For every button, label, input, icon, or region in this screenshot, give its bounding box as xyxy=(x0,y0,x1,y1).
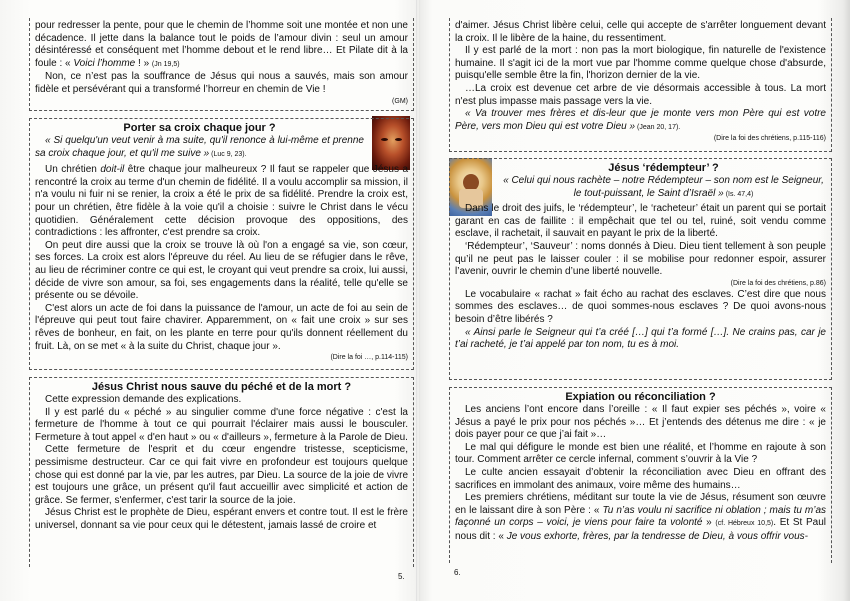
section-title: Jésus ‘rédempteur’ ? xyxy=(608,162,719,174)
right-box-continuation xyxy=(449,18,832,152)
page-number: 6. xyxy=(454,568,461,577)
paragraph: Le culte ancien essayait d’obtenir la réconciliation avec Dieu en offrant des sacrifices en immolant des animaux, voire même des humains… xyxy=(455,466,826,491)
section-title: Jésus Christ nous sauve du péché et de la mort ? xyxy=(91,381,352,393)
reference: (Jn 19,5) xyxy=(151,60,180,68)
paragraph: Il y est parlé du « péché » au singulier comme d'une force négative : c'est la fermeture de l'homme à tout ce qui pourrait l'éclairer mais aussi le bousculer. Fermeture à tout appel « d'en haut » ou « d'ailleurs », fermeture à la Parole de Dieu. xyxy=(35,406,408,443)
reference: (Luc 9, 23). xyxy=(209,150,247,158)
paragraph: …La croix est devenue cet arbre de vie désormais accessible à tous. La mort n'est plus impasse mais passage vers la vie. xyxy=(455,82,826,107)
scripture-quote: « Ainsi parle le Seigneur qui t’a créé […] qui t’a formé […]. Ne crains pas, car je t’ai racheté, je t’ai appelé par ton nom, tu es à moi. xyxy=(455,326,826,351)
source-citation: (Dire la foi …, p.114-115) xyxy=(330,354,408,362)
paragraph: Jésus Christ est le prophète de Dieu, espérant envers et contre tout. Il est le frère universel, donnant sa vie pour ceux qui le détestent, jamais lassé de croire et xyxy=(35,507,408,531)
left-box-porter-sa-croix-frame xyxy=(29,118,414,370)
paragraph: Cette fermeture de l'esprit et du cœur engendre tristesse, scepticisme, pessimisme destructeur. Car ce qui fait vivre en profondeur est toujours quelque chose qui est donné par la vie, par les autres, par Dieu. La source de la joie de vivre est toujours une grâce, un présent qu'il faut accueillir avec simplicité et action de grâce. Se fermer, s'enfermer, c'est tarir la source de la joie. xyxy=(35,444,408,506)
scripture-quote: « Va trouver mes frères et dis-leur que je monte vers mon Père qui est votre Père, vers mon Dieu qui est votre Dieu » xyxy=(455,108,826,132)
paragraph: d'aimer. Jésus Christ libère celui, celle qui accepte de s'arrêter longuement devant la croix. Il le libère de la haine, du ressentiment. xyxy=(455,20,826,44)
paragraph: Il y est parlé de la mort : non pas la mort biologique, fin naturelle de l'existence humaine. Il s'agit ici de la mort vue par l'homme comme quelque chose d'absurde, puisqu'elle semble être la fin, l'horizon dernier de la vie. xyxy=(455,45,826,82)
paragraph: Non, ce n’est pas la souffrance de Jésus qui nous a sauvés, mais son amour fidèle et persévérant qui a transformé l’horreur en chemin de Vie ! xyxy=(35,71,408,95)
source-citation: (Dire la foi des chrétiens, p.115-116) xyxy=(713,135,826,143)
paragraph: C'est alors un acte de foi dans la puissance de l'amour, un acte de foi au sein de l'épreuve qui peut tout faire chavirer. Apparemment, on « fait une croix » sur ses rêves de bonheur, en fait, on les plante en terre pour qu'ils donnent réellement du fruit. Là, on se met « à la suite du Christ, chaque jour ». xyxy=(35,302,408,352)
paragraph: Dans le droit des juifs, le ‘rédempteur’, le ‘racheteur’ était un parent qui se portait garant en cas de faillite : il empêchait que tel ou tel, ruiné, soit vendu comme esclave, il rachetait, il sauvait en payant le prix de la liberté. xyxy=(455,203,826,240)
paragraph: Le mal qui défigure le monde est bien une réalité, et l’homme en rajoute à son tour. Comment arrêter ce cercle infernal, comment s’ouvrir à la Vie ? xyxy=(455,441,826,466)
text: Un chrétien xyxy=(45,164,101,176)
quote: Tu n’as voulu ni sacrifice ni oblation ; mais tu m’as façonné un corps – voici, je viens pour faire ta volonté xyxy=(455,504,827,529)
reference: (cf. Hébreux 10,5) xyxy=(715,520,774,528)
signature: (GM) xyxy=(392,97,408,105)
text: » xyxy=(702,517,716,529)
quote: Je vous exhorte, frères, par la tendresse de Dieu, à vous offrir vous- xyxy=(506,530,808,542)
paragraph: Cette expression demande des explications. xyxy=(45,394,242,405)
left-box-peche-et-mort xyxy=(29,377,414,567)
text: ! » xyxy=(135,57,152,69)
reference: (Is. 47,4) xyxy=(723,190,754,198)
section-title: Expiation ou réconciliation ? xyxy=(565,391,716,403)
text: être chaque jour malheureux ? Il faut se rappeler que Jésus a rencontré la croix au terme d'un chemin de fidélité. Il a voulu accomplir sa mission, il n'a voulu ni fuir ni se renier, la croix a été le prix de sa fidélité. Prendre la croix est, pour un chrétien, être fidèle à la voie qu'il a choisie : suivre le Christ dans le vécu quotidien. Généralement cette décision provoque des oppositions, des contradictions : les affronter, c'est prendre sa croix. xyxy=(35,164,409,239)
scripture-quote: « Si quelqu'un veut venir à ma suite, qu'il renonce à lui-même et prenne sa croix chaque jour, et qu'il me suive » xyxy=(35,135,364,159)
section-title: Porter sa croix chaque jour ? xyxy=(123,122,276,134)
text: Les premiers chrétiens, méditant sur toute la vie de Jésus, résument son œuvre en le laissant dire à son Père : « xyxy=(455,492,826,516)
text: pour redresser la pente, pour que le chemin de l’homme soit une montée et non une décadence. Il jette dans la balance tout le poids de l’amour divin : seul un amour désintéressé et conséquent met l’homme debout et le rend libre… Et Pilate dit à la foule : « xyxy=(35,20,408,69)
paragraph: Le vocabulaire « rachat » fait écho au rachat des esclaves. C’est dire que nous sommes des esclaves… de quoi sommes-nous esclaves ? De quoi avons-nous besoin d’être libérés ? xyxy=(455,288,826,325)
left-box-continuation xyxy=(29,18,414,111)
scripture-quote: « Celui qui nous rachète – notre Rédempteur – son nom est le Seigneur, le tout-puissant, le Saint d’Israël » xyxy=(503,175,824,199)
right-box-expiation xyxy=(449,387,832,563)
right-box-redempteur xyxy=(449,158,832,380)
emphasis: doit-il xyxy=(100,164,125,176)
quote: Voici l’homme xyxy=(73,57,136,69)
book-spine xyxy=(416,0,420,601)
reference: (Jean 20, 17). xyxy=(635,123,681,131)
page-number: 5. xyxy=(398,572,405,581)
text: . Et St Paul nous dit : « xyxy=(455,517,826,542)
paragraph: On peut dire aussi que la croix se trouve là où l'on a engagé sa vie, son cœur, ses forces. La croix est alors l'épreuve du réel. Au lieu de se réfugier dans le rêve, au lieu de récriminer contre ce qui est, le croyant qui veut prendre sa croix, lui aussi, décide de vivre son amour, sa foi, ses engagements dans la réalité, telle qu'elle se présente ou se dévoile. xyxy=(35,239,408,302)
source-citation: (Dire la foi des chrétiens, p.86) xyxy=(730,279,826,287)
paragraph: Les anciens l’ont encore dans l’oreille : « Il faut expier ses péchés », voire « Jésus a payé le prix pour nos péchés »… Et j’entends des détenus me dire : « je dois payer pour ce que j’ai fait »… xyxy=(455,404,826,441)
paragraph: ‘Rédempteur’, ‘Sauveur’ : noms donnés à Dieu. Dieu tient tellement à son peuple qu’il ne peut pas le laisser couler : il se mobilise pour redonner espoir, assurer l’avenir, ouvrir le chemin d’une liberté nouvelle. xyxy=(455,240,826,278)
